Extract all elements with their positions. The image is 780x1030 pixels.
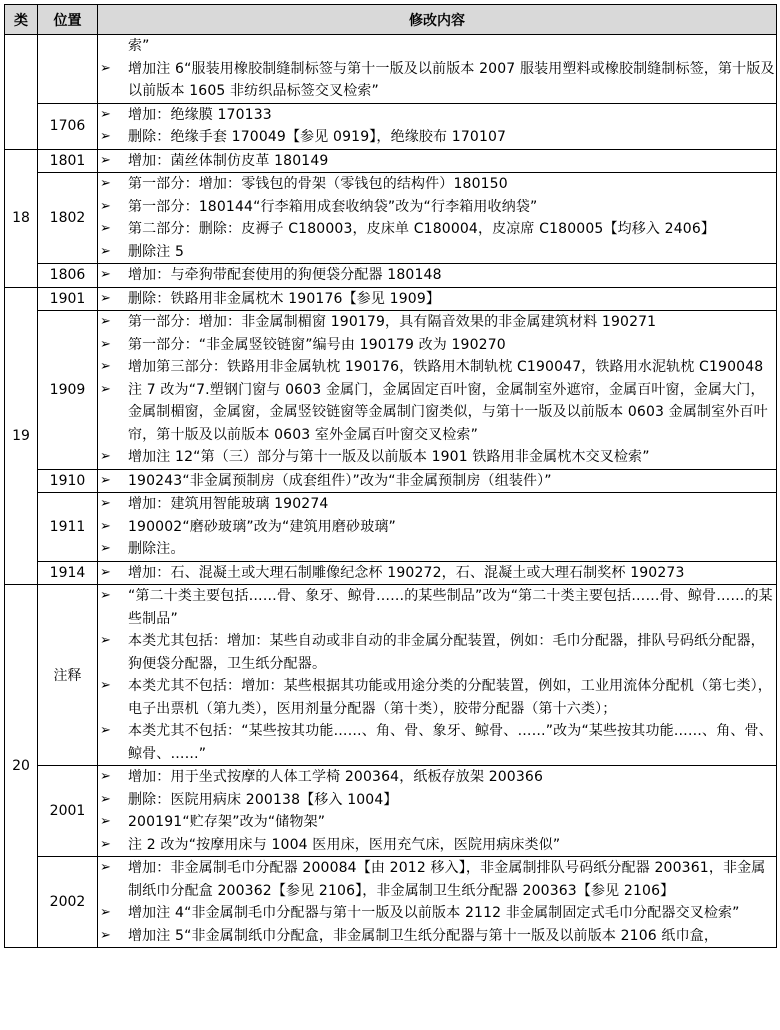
change-text: 190002“磨砂玻璃”改为“建筑用磨砂玻璃” [128,518,396,535]
change-list [98,311,776,469]
change-list [98,766,776,856]
arrow-bullet-icon: ➢ [100,472,112,488]
content-cell [98,857,777,948]
change-text: 本类尤其不包括：“某些按其功能……、角、骨、象牙、鲸骨、……”改为“某些按其功能……、角、骨、鲸骨、……” [128,723,773,762]
class-number-cell [5,35,38,150]
change-text: 本类尤其不包括：增加：某些根据其功能或用途分类的分配装置，例如，工业用流体分配机（第七类），电子出票机（第九类），医用剂量分配器（第十类），胶带分配器（第十六类）； [128,678,772,717]
list-item [98,766,776,789]
table-row [5,493,777,562]
list-item [98,150,776,173]
table-row [5,585,777,766]
list-item [98,311,776,334]
content-cell [98,469,777,493]
list-item [98,562,776,585]
class-number-cell: 18 [5,149,38,287]
list-item [98,173,776,196]
content-cell [98,766,777,857]
arrow-bullet-icon: ➢ [100,496,112,511]
table-row [5,173,777,264]
table-row [5,311,777,470]
change-text: 第一部分：增加：非金属制楣窗 190179，具有隔音效果的非金属建筑材料 190271 [128,314,657,330]
arrow-bullet-icon: ➢ [100,290,112,306]
arrow-bullet-icon: ➢ [100,129,112,144]
change-text: 增加：石、混凝土或大理石制雕像纪念杯 190272，石、混凝土或大理石制奖杯 190273 [128,564,685,581]
list-item [98,811,776,834]
change-list [98,470,776,493]
class-number-cell: 19 [5,287,38,585]
content-cell [98,149,777,173]
change-text: 190243“非金属预制房（成套组件）”改为“非金属预制房（组装件）” [128,472,552,489]
change-text: 注 7 改为“7.塑钢门窗与 0603 金属门，金属固定百叶窗，金属制室外遮帘，金属百叶窗，金属大门，金属制楣窗，金属窗，金属竖铰链窗等金属制门窗类似，与第十一版及以前版本 0603 金属制室外百叶帘，第十版及以前版本 0603 室外金属百叶窗交叉检索” [128,381,768,443]
change-list [98,173,776,263]
position-cell: 1806 [38,264,98,288]
table-row [5,857,777,948]
arrow-bullet-icon: ➢ [100,336,112,352]
list-item [98,264,776,287]
change-list [98,104,776,149]
change-text: 200191“贮存架”改为“储物架” [128,814,326,830]
list-item [98,675,776,720]
arrow-bullet-icon: ➢ [100,381,112,397]
change-text: 增加注 6“服装用橡胶制缝制标签与第十一版及以前版本 2007 服装用塑料或橡胶制缝制标签，第十版及以前版本 1605 非纺织品标签交叉检索” [128,60,775,99]
list-item [98,538,776,561]
list-item [98,857,776,902]
list-item [98,925,776,948]
change-list [98,585,776,765]
change-text: 增加：建筑用智能玻璃 190274 [128,496,329,512]
change-text: “第二十类主要包括……骨、象牙、鲸骨……的某些制品”改为“第二十类主要包括……骨、鲸骨……的某些制品” [128,588,773,627]
content-cell [98,287,777,311]
change-text: 增加：非金属制毛巾分配器 200084【由 2012 移入】，非金属制排队号码纸分配器 200361，非金属制纸巾分配盒 200362【参见 2106】，非金属制卫生纸分配器 200363【参见 2106】 [128,860,766,899]
arrow-bullet-icon: ➢ [100,198,112,214]
change-text: 删除注 5 [128,243,185,260]
arrow-bullet-icon: ➢ [100,564,112,580]
arrow-bullet-icon: ➢ [100,243,112,259]
change-text: 增加注 12“第（三）部分与第十一版及以前版本 1901 铁路用非金属枕木交叉检索” [128,449,650,465]
content-cell [98,585,777,766]
change-text: 删除注。 [128,541,185,557]
list-item [98,789,776,812]
change-text: 删除：医院用病床 200138【移入 1004】 [128,791,398,808]
table-row [5,35,777,104]
arrow-bullet-icon: ➢ [100,518,112,534]
arrow-bullet-icon: ➢ [100,860,112,875]
list-item [98,516,776,539]
arrow-bullet-icon: ➢ [100,359,112,374]
arrow-bullet-icon: ➢ [100,633,112,648]
arrow-bullet-icon: ➢ [100,588,112,603]
change-text: 增加注 5“非金属制纸巾分配盒，非金属制卫生纸分配器与第十一版及以前版本 2106 纸巾盒， [128,927,719,944]
position-cell: 1706 [38,103,98,149]
content-cell [98,493,777,562]
table-body [5,35,777,948]
header-content: 修改内容 [98,5,777,35]
change-text: 增加注 4“非金属制毛巾分配器与第十一版及以前版本 2112 非金属制固定式毛巾分配器交叉检索” [128,905,740,921]
content-cell [98,103,777,149]
list-item [98,196,776,219]
content-cell [98,173,777,264]
list-item [98,630,776,675]
list-item [98,58,776,103]
arrow-bullet-icon: ➢ [100,314,112,329]
table-row [5,264,777,288]
position-cell: 1914 [38,561,98,585]
change-text: 注 2 改为“按摩用床与 1004 医用床，医用充气床，医院用病床类似” [128,836,561,853]
table-header-row [5,5,777,35]
arrow-bullet-icon: ➢ [100,106,112,122]
position-cell: 1909 [38,311,98,470]
position-cell: 2002 [38,857,98,948]
table-row [5,103,777,149]
change-text: 增加：用于坐式按摩的人体工学椅 200364，纸板存放架 200366 [128,769,544,785]
table-row [5,561,777,585]
list-item [98,288,776,311]
change-list [98,562,776,585]
list-item [98,470,776,493]
arrow-bullet-icon: ➢ [100,723,112,738]
change-list [98,857,776,947]
content-cell [98,35,777,104]
list-item [98,379,776,447]
arrow-bullet-icon: ➢ [100,927,112,943]
change-list [98,35,776,103]
change-text: 本类尤其包括：增加：某些自动或非自动的非金属分配装置，例如：毛巾分配器，排队号码纸分配器，狗便袋分配器，卫生纸分配器。 [128,633,765,672]
list-item [98,902,776,925]
list-item [98,585,776,630]
change-text: 第二部分：删除：皮褥子 C180003，皮床单 C180004，皮凉席 C180005【均移入 2406】 [128,221,716,237]
position-cell: 1910 [38,469,98,493]
position-cell [38,35,98,104]
content-cell [98,311,777,470]
list-item [98,218,776,241]
arrow-bullet-icon: ➢ [100,905,112,920]
list-item [98,126,776,149]
table-row [5,469,777,493]
arrow-bullet-icon: ➢ [100,836,112,852]
position-cell: 1911 [38,493,98,562]
change-text: 删除：绝缘手套 170049【参见 0919】，绝缘胶布 170107 [128,129,507,145]
arrow-bullet-icon: ➢ [100,221,112,236]
list-item [98,334,776,357]
list-item [98,356,776,379]
position-cell: 1801 [38,149,98,173]
change-list [98,264,776,287]
change-list [98,288,776,311]
arrow-bullet-icon: ➢ [100,541,112,556]
change-text: 第一部分：增加：零钱包的骨架（零钱包的结构件）180150 [128,176,508,192]
list-item [98,104,776,127]
list-item [98,720,776,765]
list-item [98,834,776,857]
position-cell: 1901 [38,287,98,311]
list-item [98,35,776,58]
list-item [98,493,776,516]
change-text: 增加：与牵狗带配套使用的狗便袋分配器 180148 [128,267,442,283]
arrow-bullet-icon: ➢ [100,152,112,168]
arrow-bullet-icon: ➢ [100,769,112,784]
arrow-bullet-icon: ➢ [100,678,112,693]
class-number-cell: 20 [5,585,38,948]
change-list [98,150,776,173]
arrow-bullet-icon: ➢ [100,814,112,829]
arrow-bullet-icon: ➢ [100,791,112,807]
arrow-bullet-icon: ➢ [100,449,112,464]
table-row [5,287,777,311]
change-text: 第一部分：“非金属竖铰链窗”编号由 190179 改为 190270 [128,336,506,353]
header-position: 位置 [38,5,98,35]
table-row [5,766,777,857]
change-text: 删除：铁路用非金属枕木 190176【参见 1909】 [128,290,441,307]
content-cell [98,561,777,585]
change-list [98,493,776,561]
list-item [98,241,776,264]
list-item [98,446,776,469]
change-text: 增加：绝缘膜 170133 [128,106,272,123]
position-cell: 1802 [38,173,98,264]
change-text: 增加：菌丝体制仿皮革 180149 [128,152,329,169]
change-text: 第一部分：180144“行李箱用成套收纳袋”改为“行李箱用收纳袋” [128,198,538,215]
position-cell: 注释 [38,585,98,766]
arrow-bullet-icon: ➢ [100,267,112,282]
position-cell: 2001 [38,766,98,857]
content-cell [98,264,777,288]
revision-table [4,4,777,948]
header-class: 类 [5,5,38,35]
arrow-bullet-icon: ➢ [100,176,112,191]
change-text: 索” [128,38,150,54]
change-text: 增加第三部分：铁路用非金属轨枕 190176，铁路用木制轨枕 C190047，铁路用水泥轨枕 C190048 [128,359,764,375]
table-row [5,149,777,173]
arrow-bullet-icon: ➢ [100,60,112,76]
